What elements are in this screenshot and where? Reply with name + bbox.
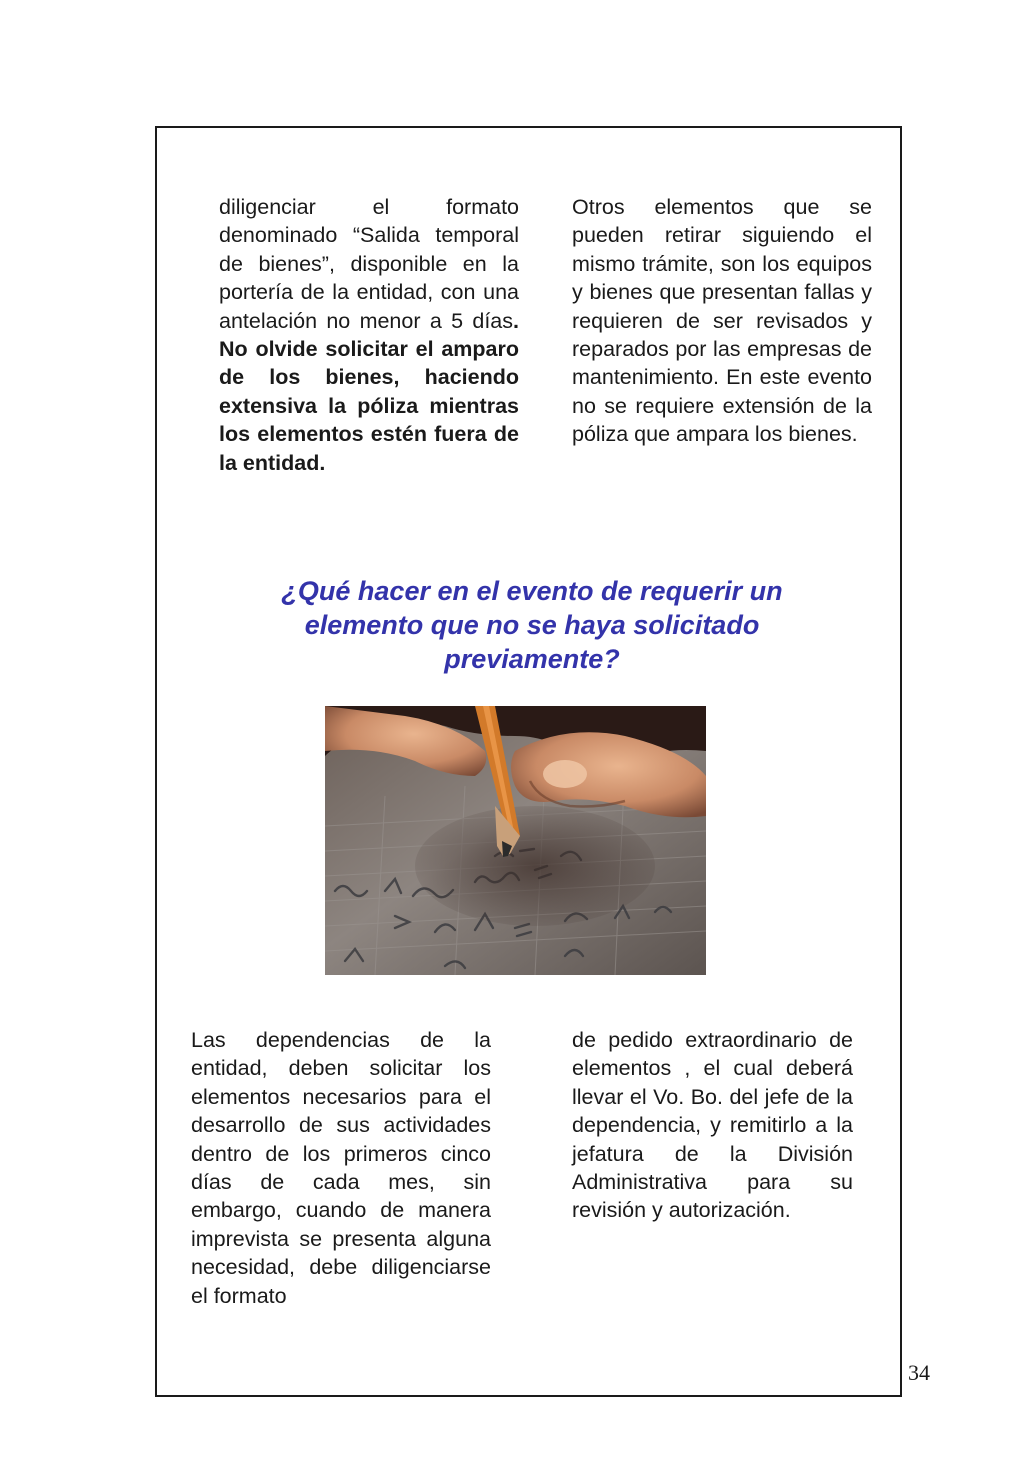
bottom-right-paragraph: de pedido extraordinario de elementos , el cual deberá llevar el Vo. Bo. del jefe de la dependencia, y remitirlo a la jefatura de la División Administrativa para su revisión y autorización. bbox=[572, 1028, 853, 1223]
top-left-normal-text: diligenciar el formato denominado “Salida temporal de bienes”, disponible en la portería de la entidad, con una antelación no menor a 5 días bbox=[219, 195, 519, 333]
top-right-paragraph: Otros elementos que se pueden retirar siguiendo el mismo trámite, son los equipos y bienes que presentan fallas y requieren de ser revisados y reparados por las empresas de mantenimiento. En este evento no se requiere extensión de la póliza que ampara los bienes. bbox=[572, 195, 872, 447]
top-left-paragraph bbox=[219, 193, 519, 477]
top-left-bold-text: . No olvide solicitar el amparo de los bienes, haciendo extensiva la póliza mientras los elementos estén fuera de la entidad. bbox=[219, 308, 519, 475]
bottom-left-paragraph: Las dependencias de la entidad, deben solicitar los elementos necesarios para el desarrollo de sus actividades dentro de los primeros cinco días de cada mes, sin embargo, cuando de manera imprevista se presenta alguna necesidad, debe diligenciarse el formato bbox=[191, 1028, 491, 1308]
photo-hand-writing-with-pencil-icon bbox=[325, 706, 706, 975]
page-number: 34 bbox=[908, 1360, 930, 1385]
section-heading: ¿Qué hacer en el evento de requerir un elemento que no se haya solicitado previamente? bbox=[281, 576, 783, 674]
